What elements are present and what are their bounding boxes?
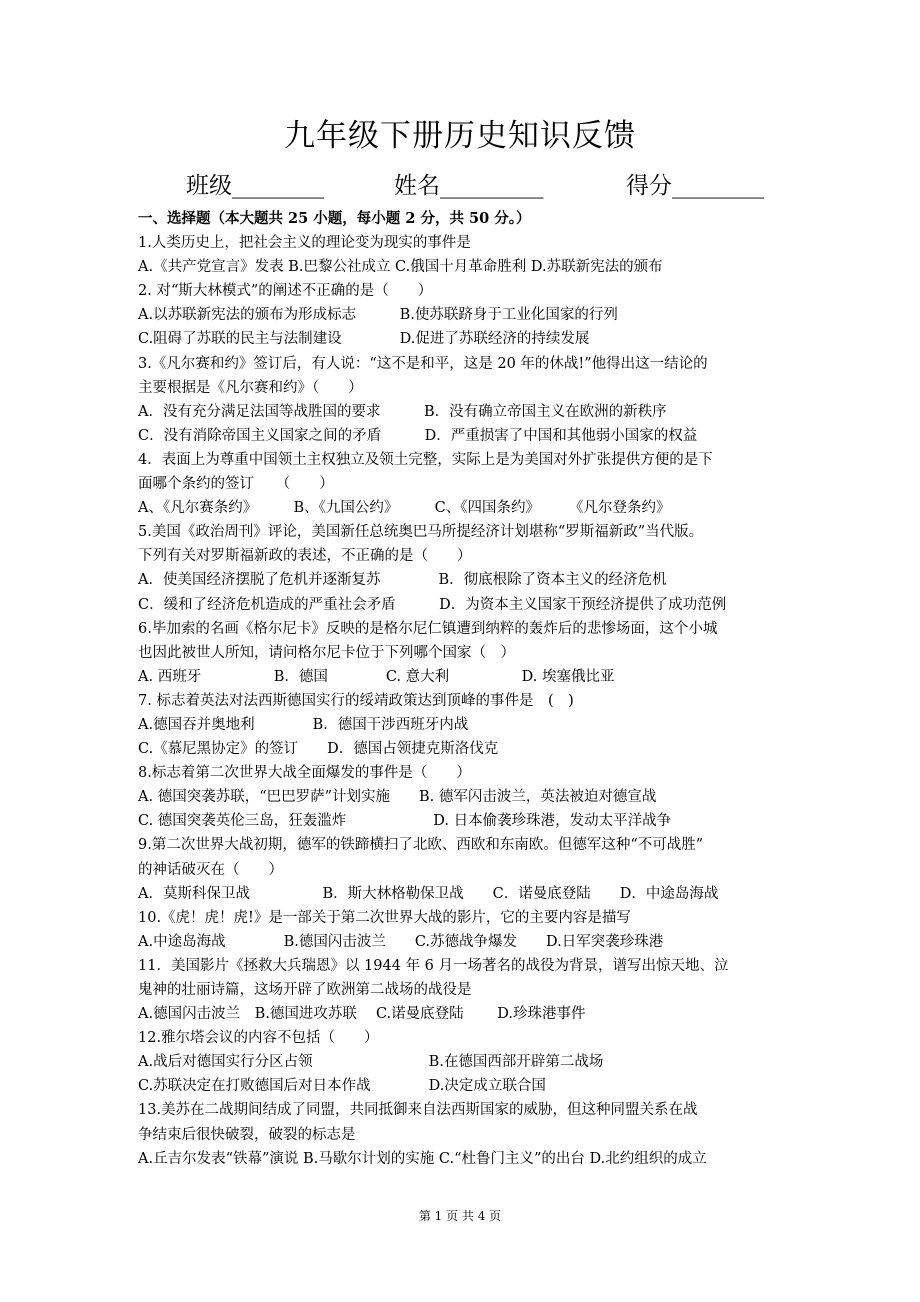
question-text: 10.《虎！虎！虎!》是一部关于第二次世界大战的影片，它的主要内容是描写	[138, 909, 631, 926]
answer-options: A.战后对德国实行分区占领 B.在德国西部开辟第二战场	[138, 1054, 604, 1071]
class-field	[186, 164, 324, 208]
answer-options: A．没有充分满足法国等战胜国的要求 B．没有确立帝国主义在欧洲的新秩序	[138, 403, 667, 420]
question-text: 4．表面上为尊重中国领土主权独立及领土完整，实际上是为美国对外扩张提供方便的是下	[138, 451, 713, 468]
answer-options: A．莫斯科保卫战 B．斯大林格勒保卫战 C．诺曼底登陆 D．中途岛海战	[138, 885, 719, 902]
answer-options: C．缓和了经济危机造成的严重社会矛盾 D．为资本主义国家干预经济提供了成功范例	[138, 596, 727, 613]
answer-options: A.德国闪击波兰 B.德国进攻苏联 C.诺曼底登陆 D.珍珠港事件	[138, 1006, 586, 1023]
question-text: 13.美苏在二战期间结成了同盟，共同抵御来自法西斯国家的威胁，但这种同盟关系在战	[138, 1102, 698, 1119]
answer-options: A. 西班牙 B．德国 C. 意大利 D. 埃塞俄比亚	[138, 668, 615, 685]
name-label: 姓名	[394, 173, 440, 199]
name-blank: _________	[440, 173, 544, 199]
answer-options: A.中途岛海战 B.德国闪击波兰 C.苏德战争爆发 D.日军突袭珍珠港	[138, 933, 664, 950]
answer-options: C.《慕尼黑协定》的签订 D．德国占领捷克斯洛伐克	[138, 741, 499, 758]
score-label: 得分	[626, 173, 672, 199]
question-text: 9.第二次世界大战初期，德军的铁蹄横扫了北欧、西欧和东南欧。但德军这种“不可战胜”	[138, 837, 704, 854]
class-blank: ________	[232, 173, 324, 199]
question-text: 1.人类历史上，把社会主义的理论变为现实的事件是	[138, 235, 471, 252]
class-label: 班级	[186, 173, 232, 199]
question-text: 下列有关对罗斯福新政的表述，不正确的是（ ）	[138, 548, 472, 565]
page-title: 九年级下册历史知识反馈	[284, 118, 636, 154]
answer-options: C. 德国突袭英伦三岛，狂轰滥炸 D. 日本偷袭珍珠港，发动太平洋战争	[138, 813, 672, 830]
page-footer: 第 1 页 共 4 页	[418, 1209, 502, 1223]
question-text: 8.标志着第二次世界大战全面爆发的事件是（ ）	[138, 765, 471, 782]
answer-options: A.丘吉尔发表“铁幕”演说 B.马歇尔计划的实施 C.“杜鲁门主义”的出台 D.北约组织的成立	[138, 1150, 707, 1167]
score-blank: ________	[672, 173, 764, 199]
student-info-row	[186, 164, 786, 208]
section-heading: 一、选择题（本大题共 25 小题，每小题 2 分，共 50 分。）	[138, 210, 531, 227]
question-text: 主要根据是《凡尔赛和约》（ ）	[138, 379, 363, 396]
name-field	[394, 164, 544, 208]
question-text: 面哪个条约的签订 （ ）	[138, 476, 334, 493]
score-field	[626, 164, 764, 208]
question-text: 6.毕加索的名画《格尔尼卡》反映的是格尔尼仁镇遭到纳粹的轰炸后的悲惨场面，这个小城	[138, 620, 718, 637]
answer-options: A.德国吞并奥地利 B．德国干涉西班牙内战	[138, 716, 469, 733]
question-text: 7. 标志着英法对法西斯德国实行的绥靖政策达到顶峰的事件是 ( )	[138, 692, 574, 709]
question-text: 鬼神的壮丽诗篇，这场开辟了欧洲第二战场的战役是	[138, 982, 472, 998]
question-text: 3.《凡尔赛和约》签订后，有人说：“这不是和平，这是 20 年的休战!”他得出这一结论的	[138, 355, 708, 372]
answer-options: A. 德国突袭苏联，“巴巴罗萨”计划实施 B. 德军闪击波兰，英法被迫对德宣战	[138, 789, 657, 806]
answer-options: A．使美国经济摆脱了危机并逐渐复苏 B．彻底根除了资本主义的经济危机	[138, 572, 667, 589]
answer-options: C.阻碍了苏联的民主与法制建设 D.促进了苏联经济的持续发展	[138, 331, 590, 348]
answer-options: A、《凡尔赛条约》 B、《九国公约》 C、《四国条约》 《凡尔登条约》	[138, 500, 671, 517]
answer-options: C.苏联决定在打败德国后对日本作战 D.决定成立联合国	[138, 1078, 546, 1095]
question-text: 5.美国《政治周刊》评论，美国新任总统奥巴马所提经济计划堪称“罗斯福新政”当代版。	[138, 524, 704, 541]
question-text: 11．美国影片《拯救大兵瑞恩》以 1944 年 6 月一场著名的战役为背景，谱写出惊天地、泣	[138, 957, 729, 974]
question-text: 也因此被世人所知，请问格尔尼卡位于下列哪个国家（ ）	[138, 644, 515, 661]
answer-options: A.《共产党宣言》发表 B.巴黎公社成立 C.俄国十月革命胜利 D.苏联新宪法的颁布	[138, 259, 663, 276]
question-text: 争结束后很快破裂，破裂的标志是	[138, 1126, 356, 1143]
question-text: 2. 对“斯大林模式”的阐述不正确的是（ ）	[138, 283, 433, 300]
question-text: 的神话破灭在（ ）	[138, 861, 283, 878]
answer-options: C．没有消除帝国主义国家之间的矛盾 D．严重损害了中国和其他弱小国家的权益	[138, 427, 698, 444]
question-text: 12.雅尔塔会议的内容不包括（ ）	[138, 1030, 379, 1047]
question-list	[138, 207, 788, 1171]
answer-options: A.以苏联新宪法的颁布为形成标志 B.使苏联跻身于工业化国家的行列	[138, 307, 618, 324]
